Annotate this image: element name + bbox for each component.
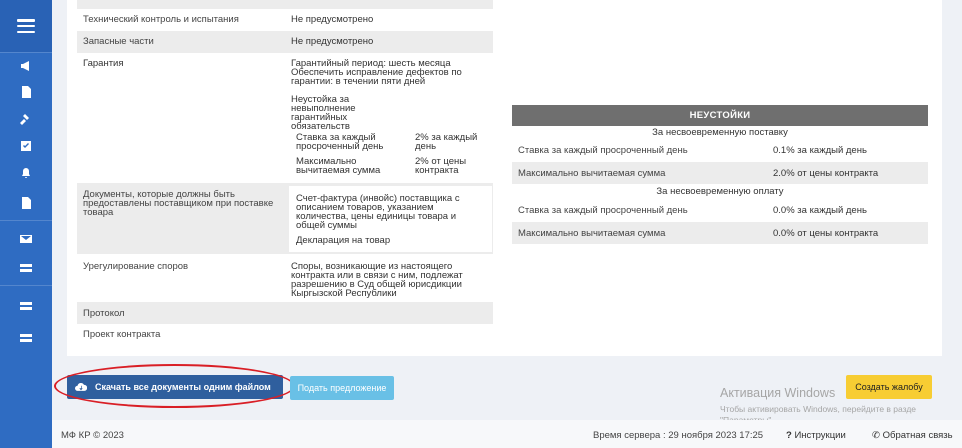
copyright: МФ КР © 2023 bbox=[61, 430, 124, 441]
footer bbox=[52, 420, 962, 448]
file-icon[interactable] bbox=[0, 192, 52, 214]
warranty-max-label: Максимально bbox=[296, 156, 357, 167]
feedback-label: Обратная связь bbox=[882, 430, 953, 441]
warranty-penalty-title: невыполнение bbox=[291, 103, 356, 114]
documents-value: описанием товаров, указанием bbox=[296, 202, 434, 213]
submit-offer-button[interactable]: Подать предложение bbox=[290, 376, 394, 400]
penalty-row bbox=[512, 222, 928, 244]
warranty-max-label: вычитаемая сумма bbox=[296, 165, 381, 176]
warranty-line: Обеспечить исправление дефектов по bbox=[291, 67, 462, 78]
warranty-line: Гарантийный период: шесть месяца bbox=[291, 58, 451, 69]
penalty-value: 0.0% за каждый день bbox=[773, 205, 867, 216]
warranty-daily-label: просроченный день bbox=[296, 141, 384, 152]
bell-icon[interactable] bbox=[0, 162, 52, 184]
documents-label: Документы, которые должны быть bbox=[83, 189, 235, 200]
server-time: Время сервера : 29 ноября 2023 17:25 bbox=[593, 430, 764, 441]
sidebar-divider bbox=[0, 285, 52, 286]
late-delivery-title: За несвоевременную поставку bbox=[652, 127, 788, 138]
table-row bbox=[77, 10, 493, 30]
question-icon: ? bbox=[786, 430, 792, 441]
sidebar-divider bbox=[0, 52, 52, 53]
disputes-value: Споры, возникающие из настоящего bbox=[291, 261, 453, 272]
warranty-penalty-title: гарантийных bbox=[291, 112, 348, 123]
document-icon[interactable] bbox=[0, 81, 52, 103]
warranty-daily-value: 2% за каждый bbox=[415, 132, 478, 143]
sidebar bbox=[0, 0, 52, 448]
documents-value: общей суммы bbox=[296, 220, 357, 231]
checkbox-icon[interactable] bbox=[0, 135, 52, 157]
documents-label: предоставлены поставщиком при поставке bbox=[83, 198, 274, 209]
table-row bbox=[77, 0, 493, 9]
penalty-value: 0.1% за каждый день bbox=[773, 145, 867, 156]
disputes-label: Урегулирование споров bbox=[83, 261, 189, 272]
card-icon[interactable] bbox=[0, 295, 52, 317]
penalty-label: Максимально вычитаемая сумма bbox=[518, 168, 666, 179]
penalty-row bbox=[512, 199, 928, 221]
penalty-value: 2.0% от цены контракта bbox=[773, 168, 879, 179]
documents-value: Счет-фактура (инвойс) поставщика с bbox=[296, 193, 460, 204]
feedback-link[interactable] bbox=[872, 430, 953, 441]
help-label: Инструкции bbox=[794, 430, 846, 441]
disputes-value: контракта или в связи с ним, подлежат bbox=[291, 270, 463, 281]
documents-value: Декларация на товар bbox=[296, 235, 391, 246]
warranty-max-value: контракта bbox=[415, 165, 459, 176]
documents-label: товара bbox=[83, 207, 114, 218]
row-value: Не предусмотрено bbox=[291, 36, 374, 47]
row-label: Запасные части bbox=[83, 36, 154, 47]
hamburger-icon bbox=[17, 19, 35, 33]
sidebar-divider bbox=[0, 220, 52, 221]
card-icon[interactable] bbox=[0, 327, 52, 349]
protocol-label: Протокол bbox=[83, 308, 125, 319]
gavel-icon[interactable] bbox=[0, 108, 52, 130]
table-row bbox=[77, 302, 493, 324]
penalties-header: НЕУСТОЙКИ bbox=[512, 105, 928, 126]
windows-activation-title: Активация Windows bbox=[720, 386, 836, 400]
menu-toggle-button[interactable] bbox=[0, 0, 52, 52]
envelope-icon[interactable] bbox=[0, 228, 52, 250]
penalty-row bbox=[512, 162, 928, 184]
disputes-value: Кыргызской Республики bbox=[291, 288, 397, 299]
penalty-row bbox=[512, 139, 928, 161]
late-payment-title: За несвоевременную оплату bbox=[656, 186, 784, 197]
penalty-label: Ставка за каждый просроченный день bbox=[518, 205, 688, 216]
warranty-max-value: 2% от цены bbox=[415, 156, 467, 167]
warranty-daily-value: день bbox=[415, 141, 437, 152]
disputes-value: разрешению в Суд общей юрисдикции bbox=[291, 279, 462, 290]
phone-icon: ✆ bbox=[872, 430, 880, 441]
row-label: Гарантия bbox=[83, 58, 124, 69]
table-row bbox=[77, 31, 493, 53]
create-complaint-button[interactable]: Создать жалобу bbox=[846, 375, 932, 399]
highlight-oval bbox=[54, 364, 295, 408]
row-value: Не предусмотрено bbox=[291, 14, 374, 25]
warranty-line: гарантии: в течении пяти дней bbox=[291, 76, 426, 87]
megaphone-icon[interactable] bbox=[0, 55, 52, 77]
warranty-penalty-title: Неустойка за bbox=[291, 94, 350, 105]
warranty-daily-label: Ставка за каждый bbox=[296, 132, 376, 143]
card-icon[interactable] bbox=[0, 257, 52, 279]
penalty-label: Ставка за каждый просроченный день bbox=[518, 145, 688, 156]
row-label: Технический контроль и испытания bbox=[83, 14, 239, 25]
warranty-penalty-title: обязательств bbox=[291, 121, 350, 132]
help-link[interactable] bbox=[786, 430, 846, 441]
documents-value: количества, цены единицы товара и bbox=[296, 211, 457, 222]
download-all-label: Скачать все документы одним файлом bbox=[95, 382, 271, 392]
penalty-label: Максимально вычитаемая сумма bbox=[518, 228, 666, 239]
draft-contract-label: Проект контракта bbox=[83, 329, 161, 340]
windows-activation-line: Чтобы активировать Windows, перейдите в разде bbox=[720, 404, 917, 414]
penalty-value: 0.0% от цены контракта bbox=[773, 228, 879, 239]
